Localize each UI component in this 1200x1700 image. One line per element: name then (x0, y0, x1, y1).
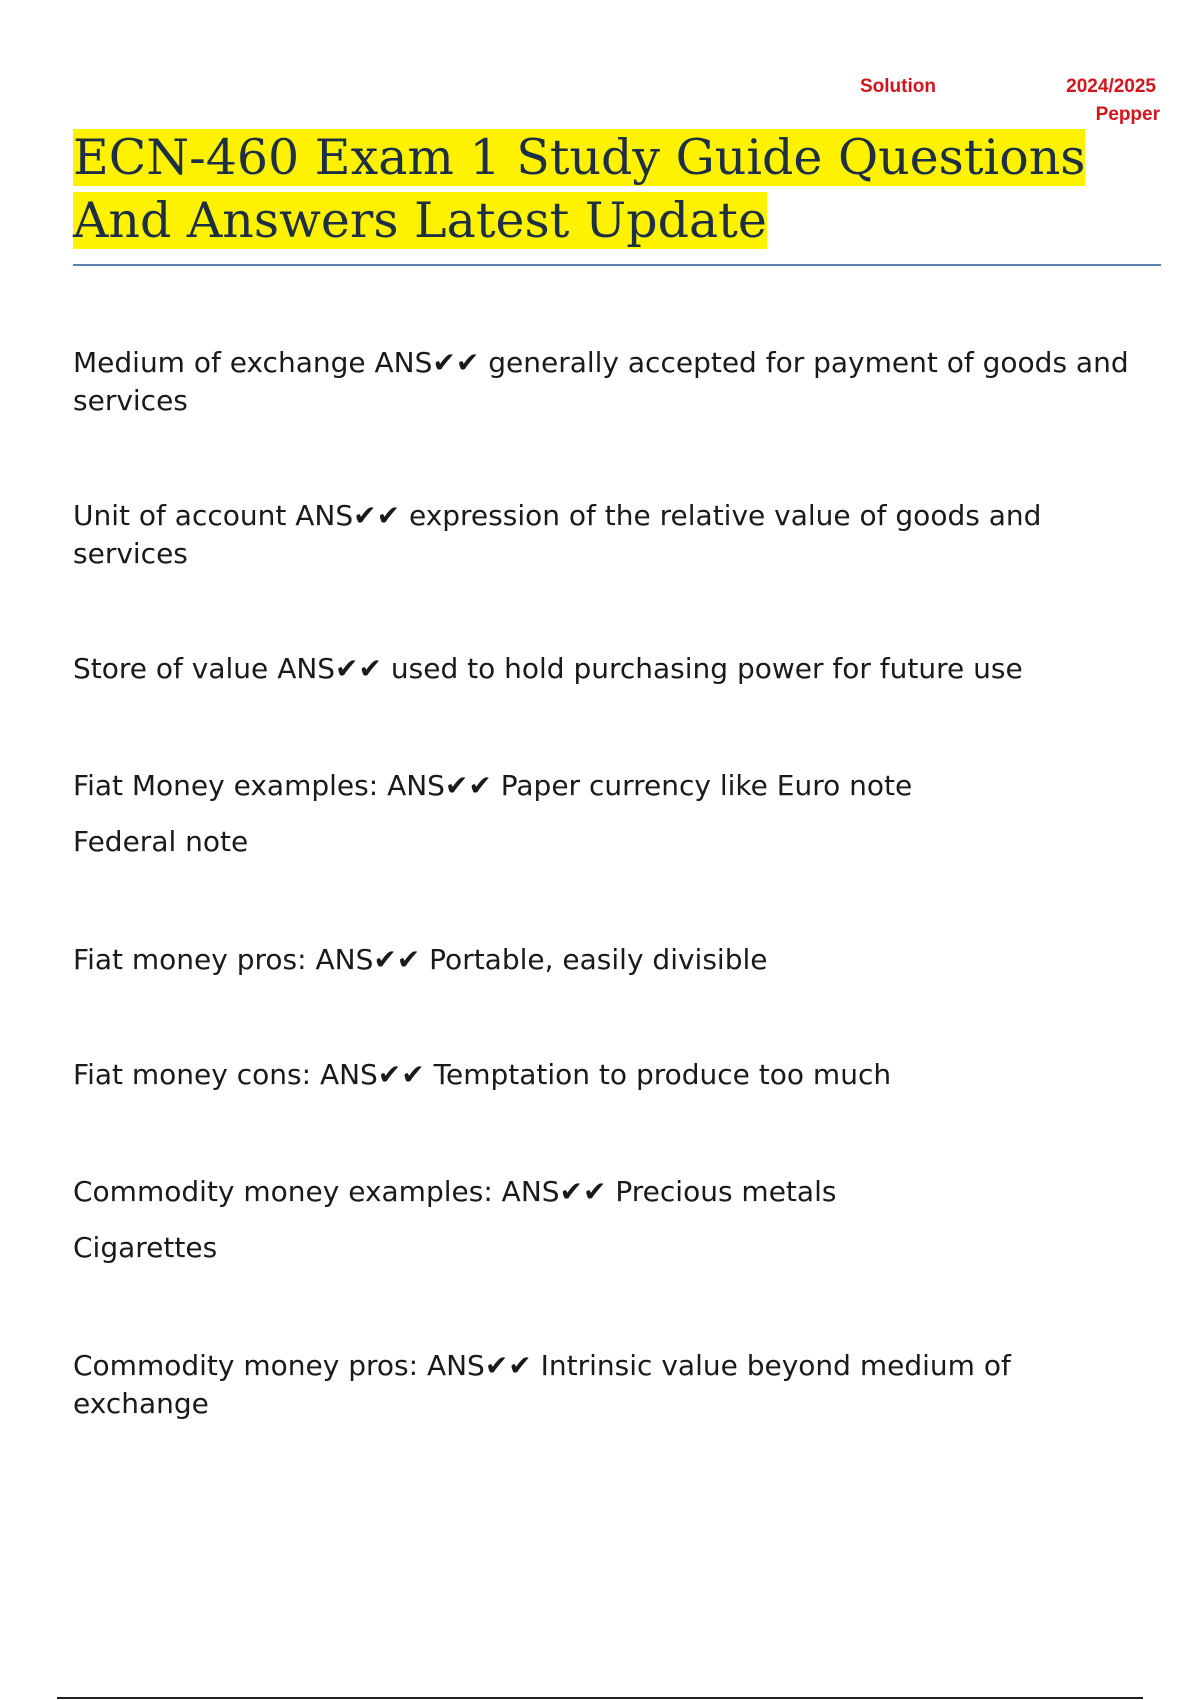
qa-extra-line: Cigarettes (73, 1231, 218, 1264)
qa-definition: Temptation to produce too much (433, 1058, 892, 1091)
qa-definition: Portable, easily divisible (429, 943, 768, 976)
qa-item-fiat-money-examples (73, 767, 1153, 805)
qa-definition: expression of the relative value of goods and services (73, 499, 1042, 570)
qa-definition: Paper currency like Euro note (500, 769, 913, 802)
qa-answer-marker: ANS✔✔ (501, 1175, 607, 1208)
qa-definition: used to hold purchasing power for future use (390, 652, 1023, 685)
qa-answer-marker: ANS✔✔ (374, 346, 480, 379)
qa-term: Store of value (73, 652, 269, 685)
qa-extra-line: Federal note (73, 825, 249, 858)
qa-answer-marker: ANS✔✔ (277, 652, 382, 685)
page-footer-rule (57, 1697, 1143, 1699)
qa-term: Unit of account (73, 499, 287, 532)
header-year-label: 2024/2025 (1066, 76, 1156, 97)
qa-definition: Intrinsic value beyond medium of exchange (73, 1349, 1011, 1420)
qa-definition: Precious metals (615, 1175, 837, 1208)
qa-answer-marker: ANS✔✔ (426, 1349, 532, 1382)
qa-answer-marker: ANS✔✔ (315, 943, 421, 976)
qa-answer-marker: ANS✔✔ (319, 1058, 425, 1091)
qa-term: Fiat Money examples: (73, 769, 379, 802)
qa-item-unit-of-account (73, 497, 1153, 573)
document-title-text: ECN-460 Exam 1 Study Guide Questions And Answers Latest Update (73, 129, 1086, 249)
qa-term: Medium of exchange (73, 346, 366, 379)
document-header-meta (860, 72, 1160, 128)
header-author-label: Pepper (1095, 104, 1160, 125)
qa-item-commodity-money-pros (73, 1347, 1153, 1423)
qa-item-commodity-money-examples (73, 1173, 1153, 1211)
qa-item-fiat-money-cons (73, 1056, 1153, 1094)
qa-term: Fiat money pros: (73, 943, 307, 976)
document-title (73, 126, 1161, 252)
qa-term: Commodity money pros: (73, 1349, 419, 1382)
qa-answer-marker: ANS✔✔ (387, 769, 492, 802)
header-solution-label: Solution (860, 76, 936, 97)
qa-item-medium-of-exchange (73, 344, 1153, 420)
qa-answer-marker: ANS✔✔ (295, 499, 401, 532)
qa-item-store-of-value (73, 650, 1153, 688)
qa-definition: generally accepted for payment of goods and services (73, 346, 1129, 417)
title-block (73, 126, 1161, 266)
qa-item-fiat-money-pros (73, 941, 1153, 979)
qa-term: Commodity money examples: (73, 1175, 493, 1208)
qa-term: Fiat money cons: (73, 1058, 312, 1091)
